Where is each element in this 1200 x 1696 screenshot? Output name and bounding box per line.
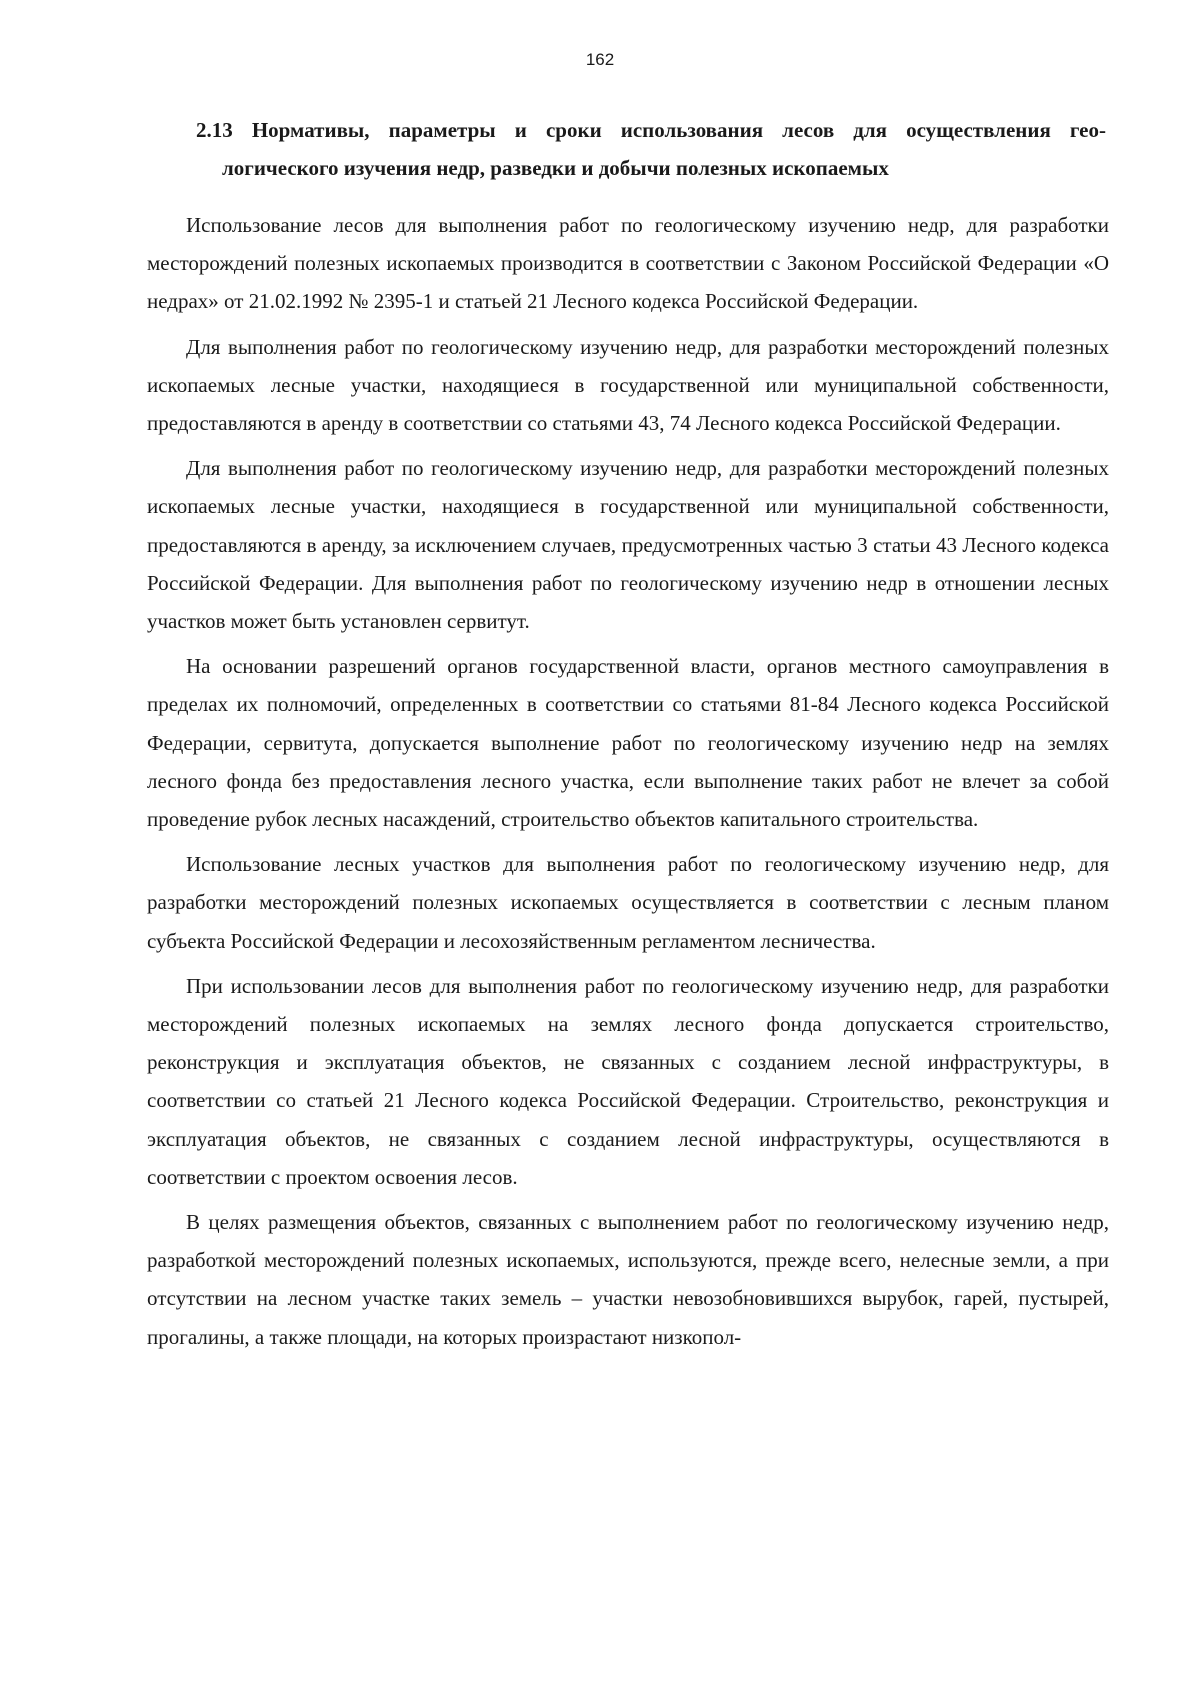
paragraph-1: Использование лесов для выполнения работ по геологическому изучению недр, для разработки месторождений полезных ископаемых производится в соответствии с Законом Российской Федерации «О недрах» от 21.02.1992 № 2395-1 и статьей 21 Лесного кодекса Российской Федерации. xyxy=(147,213,1109,314)
body-text xyxy=(147,206,1109,1363)
page-number: 162 xyxy=(585,50,615,69)
paragraph-2: Для выполнения работ по геологическому изучению недр, для разработки месторождений полезных ископаемых лесные участки, находящиеся в государственной или муниципальной собственности, предоставляются в аренду в соответствии со статьями 43, 74 Лесного кодекса Российской Федерации. xyxy=(147,334,1109,436)
paragraph-4: На основании разрешений органов государственной власти, органов местного самоуправления в пределах их полномочий, определенных в соответствии со статьями 81-84 Лесного кодекса Российской Федерации, сервитута, допускается выполнение работ по геологическому изучению недр на землях лесного фонда без предоставления лесного участка, если выполнение таких работ не влечет за собой проведение рубок лесных насаждений, строительство объектов капитального строительства. xyxy=(147,654,1109,832)
paragraph-6: При использовании лесов для выполнения работ по геологическому изучению недр, для разработки месторождений полезных ископаемых на землях лесного фонда допускается строительство, реконструкция и эксплуатация объектов, не связанных с созданием лесной инфраструктуры, в соответствии со статьей 21 Лесного кодекса Российской Федерации. Строительство, реконструкция и эксплуатация объектов, не связанных с созданием лесной инфраструктуры, осуществляются в соответствии с проектом освоения лесов. xyxy=(147,973,1109,1189)
paragraph-7: В целях размещения объектов, связанных с выполнением работ по геологическому изучению недр, разработкой месторождений полезных ископаемых, используются, прежде всего, нелесные земли, а при отсутствии на лесном участке таких земель – участки невозобновившихся вырубок, гарей, пустырей, прогалины, а также площади, на которых произрастают низкопол- xyxy=(147,1210,1109,1349)
section-title xyxy=(196,111,1106,187)
section-title-line-1: 2.13 Нормативы, параметры и сроки использования лесов для осуществления гео- xyxy=(196,118,1106,142)
paragraph-3: Для выполнения работ по геологическому изучению недр, для разработки месторождений полезных ископаемых лесные участки, находящиеся в государственной или муниципальной собственности, предоставляются в аренду, за исключением случаев, предусмотренных частью 3 статьи 43 Лесного кодекса Российской Федерации. Для выполнения работ по геологическому изучению недр в отношении лесных участков может быть установлен сервитут. xyxy=(147,456,1109,634)
paragraph-5: Использование лесных участков для выполнения работ по геологическому изучению недр, для разработки месторождений полезных ископаемых осуществляется в соответствии с лесным планом субъекта Российской Федерации и лесохозяйственным регламентом лесничества. xyxy=(147,852,1109,953)
section-title-line-2: логического изучения недр, разведки и добычи полезных ископаемых xyxy=(222,156,889,180)
